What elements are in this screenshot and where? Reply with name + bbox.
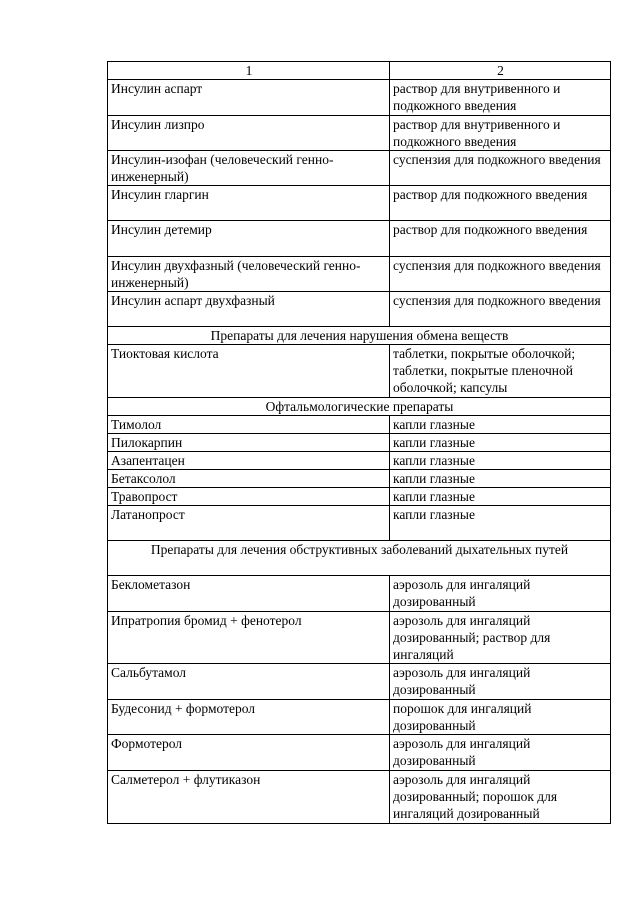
dosage-form-cell: аэрозоль для ингаляций дозированный; порошок для ингаляций дозированный bbox=[390, 771, 611, 824]
table-row bbox=[108, 506, 611, 541]
section-header-row bbox=[108, 327, 611, 345]
table-row bbox=[108, 576, 611, 612]
dosage-form-cell: капли глазные bbox=[390, 488, 611, 506]
drug-name-cell: Инсулин детемир bbox=[108, 221, 390, 257]
dosage-form-cell: капли глазные bbox=[390, 452, 611, 470]
dosage-form-cell: капли глазные bbox=[390, 416, 611, 434]
drug-name-cell: Инсулин гларгин bbox=[108, 186, 390, 221]
table-row bbox=[108, 612, 611, 664]
table-row bbox=[108, 452, 611, 470]
drug-name-cell: Формотерол bbox=[108, 735, 390, 771]
table-body bbox=[108, 62, 611, 824]
drug-list-table bbox=[107, 61, 611, 824]
drug-name-cell: Азапентацен bbox=[108, 452, 390, 470]
table-row bbox=[108, 664, 611, 700]
drug-name-cell: Тимолол bbox=[108, 416, 390, 434]
drug-name-cell: Салметерол + флутиказон bbox=[108, 771, 390, 824]
table-row bbox=[108, 416, 611, 434]
table-row bbox=[108, 735, 611, 771]
drug-name-cell: Пилокарпин bbox=[108, 434, 390, 452]
dosage-form-cell: суспензия для подкожного введения bbox=[390, 257, 611, 292]
dosage-form-cell: аэрозоль для ингаляций дозированный; раствор для ингаляций bbox=[390, 612, 611, 664]
drug-name-cell: Бетаксолол bbox=[108, 470, 390, 488]
dosage-form-cell: аэрозоль для ингаляций дозированный bbox=[390, 664, 611, 700]
table-row bbox=[108, 434, 611, 452]
dosage-form-cell: раствор для подкожного введения bbox=[390, 221, 611, 257]
drug-name-cell: Тиоктовая кислота bbox=[108, 345, 390, 398]
dosage-form-cell: порошок для ингаляций дозированный bbox=[390, 700, 611, 735]
section-header-row bbox=[108, 541, 611, 576]
drug-name-cell: Беклометазон bbox=[108, 576, 390, 612]
dosage-form-cell: раствор для подкожного введения bbox=[390, 186, 611, 221]
section-title: Офтальмологические препараты bbox=[108, 398, 611, 416]
drug-name-cell: Сальбутамол bbox=[108, 664, 390, 700]
dosage-form-cell: капли глазные bbox=[390, 506, 611, 541]
dosage-form-cell: суспензия для подкожного введения bbox=[390, 151, 611, 186]
section-header-row bbox=[108, 398, 611, 416]
table-row bbox=[108, 292, 611, 327]
drug-name-cell: Травопрост bbox=[108, 488, 390, 506]
table-row bbox=[108, 221, 611, 257]
section-title: Препараты для лечения обструктивных заболеваний дыхательных путей bbox=[108, 541, 611, 576]
drug-name-cell: Будесонид + формотерол bbox=[108, 700, 390, 735]
dosage-form-cell: суспензия для подкожного введения bbox=[390, 292, 611, 327]
dosage-form-cell: аэрозоль для ингаляций дозированный bbox=[390, 576, 611, 612]
column-number-1: 1 bbox=[108, 62, 390, 80]
drug-name-cell: Инсулин аспарт bbox=[108, 80, 390, 116]
table-row bbox=[108, 345, 611, 398]
drug-name-cell: Инсулин двухфазный (человеческий генно-инженерный) bbox=[108, 257, 390, 292]
table-row bbox=[108, 488, 611, 506]
drug-name-cell: Инсулин лизпро bbox=[108, 116, 390, 151]
drug-name-cell: Ипратропия бромид + фенотерол bbox=[108, 612, 390, 664]
drug-name-cell: Инсулин-изофан (человеческий генно-инженерный) bbox=[108, 151, 390, 186]
dosage-form-cell: раствор для внутривенного и подкожного введения bbox=[390, 80, 611, 116]
drug-name-cell: Инсулин аспарт двухфазный bbox=[108, 292, 390, 327]
dosage-form-cell: аэрозоль для ингаляций дозированный bbox=[390, 735, 611, 771]
dosage-form-cell: раствор для внутривенного и подкожного введения bbox=[390, 116, 611, 151]
table-row bbox=[108, 700, 611, 735]
column-number-2: 2 bbox=[390, 62, 611, 80]
dosage-form-cell: таблетки, покрытые оболочкой; таблетки, покрытые пленочной оболочкой; капсулы bbox=[390, 345, 611, 398]
section-title: Препараты для лечения нарушения обмена веществ bbox=[108, 327, 611, 345]
table-row bbox=[108, 151, 611, 186]
table-row bbox=[108, 257, 611, 292]
table-row bbox=[108, 186, 611, 221]
drug-name-cell: Латанопрост bbox=[108, 506, 390, 541]
table-row bbox=[108, 771, 611, 824]
table-header-row bbox=[108, 62, 611, 80]
dosage-form-cell: капли глазные bbox=[390, 434, 611, 452]
table-row bbox=[108, 80, 611, 116]
table-row bbox=[108, 116, 611, 151]
table-row bbox=[108, 470, 611, 488]
dosage-form-cell: капли глазные bbox=[390, 470, 611, 488]
